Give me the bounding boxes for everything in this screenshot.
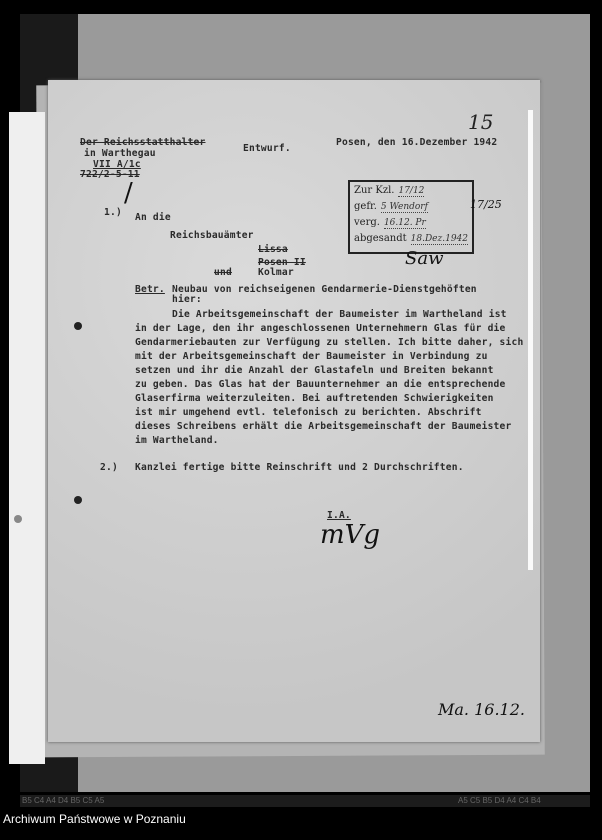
- stamp-label: verg.: [354, 217, 380, 228]
- subject-line: Neubau von reichseigenen Gendarmerie-Dienstgehöften: [172, 284, 477, 295]
- body-line: dieses Schreibens erhält die Arbeitsgemeinschaft der Baumeister: [135, 421, 512, 432]
- film-scale-left: B5 C4 A4 D4 B5 C5 A5: [22, 796, 105, 805]
- recipient-conjunction: und: [214, 267, 232, 278]
- body-line: im Wartheland.: [135, 435, 219, 446]
- recipient: Reichsbauämter: [170, 230, 254, 241]
- stamp-value: 18.Dez.1942: [410, 234, 469, 244]
- recipient-place: Kolmar: [258, 267, 294, 278]
- body-line: Gendarmeriebauten zur Verfügung zu stellen. Ich bitte daher, sich: [135, 337, 524, 348]
- stamp-label: abgesandt: [354, 233, 407, 244]
- body-line: zu geben. Das Glas hat der Bauunternehmer an die entsprechende: [135, 379, 506, 390]
- body-line: ist mir umgehend evtl. telefonisch zu berichten. Abschrift: [135, 407, 482, 418]
- addressee-prefix: An die: [135, 212, 171, 223]
- item-number: 1.): [104, 207, 122, 218]
- folio-number: 15: [468, 110, 494, 134]
- body-line: mit der Arbeitsgemeinschaft der Baumeister in Verbindung zu: [135, 351, 488, 362]
- subject-line: hier:: [172, 294, 202, 305]
- subject-label: Betr.: [135, 284, 165, 295]
- recipient-place: Lissa: [258, 244, 288, 255]
- sender-line: Der Reichsstatthalter: [80, 137, 206, 148]
- stamp-value: 16.12. Pr: [383, 218, 426, 228]
- page-edge-highlight: [528, 110, 533, 570]
- body-line: in der Lage, den ihr angeschlossenen Unternehmern Glas für die: [135, 323, 506, 334]
- punch-hole: [74, 322, 82, 330]
- binding-strip: [9, 112, 45, 764]
- stamp-label: gefr.: [354, 201, 377, 212]
- stamp-label: Zur Kzl.: [354, 185, 395, 196]
- stamp-margin-note: 17/25: [470, 198, 502, 211]
- punch-hole: [14, 515, 22, 523]
- sender-file-number: 722/2-5-11: [80, 169, 140, 180]
- body-line: setzen und ihr die Anzahl der Glastafeln und Breiten bekannt: [135, 365, 494, 376]
- initials-date: Ma. 16.12.: [438, 700, 525, 719]
- film-scale-right: A5 C5 B5 D4 A4 C4 B4: [458, 796, 541, 805]
- sender-line: in Warthegau: [84, 148, 156, 159]
- draft-label: Entwurf.: [243, 143, 291, 154]
- recipient-place: Posen II: [258, 257, 306, 268]
- instruction-line: Kanzlei fertige bitte Reinschrift und 2 Durchschriften.: [135, 462, 464, 473]
- checkmark-stroke: /: [124, 178, 133, 208]
- stamp-value: 17/12: [398, 186, 425, 196]
- body-line: Glaserfirma weiterzuleiten. Bei auftretenden Schwierigkeiten: [135, 393, 494, 404]
- body-line: Die Arbeitsgemeinschaft der Baumeister im Wartheland ist: [172, 309, 507, 320]
- signature-prefix: I.A.: [327, 510, 351, 521]
- sender-reference: VII A/1c: [93, 159, 141, 170]
- stamp-signature: Saw: [405, 248, 444, 269]
- signature: mVg: [320, 520, 381, 550]
- place-date: Posen, den 16.Dezember 1942: [336, 137, 498, 148]
- dispatch-stamp: [348, 180, 474, 254]
- punch-hole: [74, 496, 82, 504]
- archive-label: Archiwum Państwowe w Poznaniu: [3, 812, 186, 826]
- stamp-value: 5 Wendorf: [380, 202, 428, 212]
- item-number: 2.): [100, 462, 118, 473]
